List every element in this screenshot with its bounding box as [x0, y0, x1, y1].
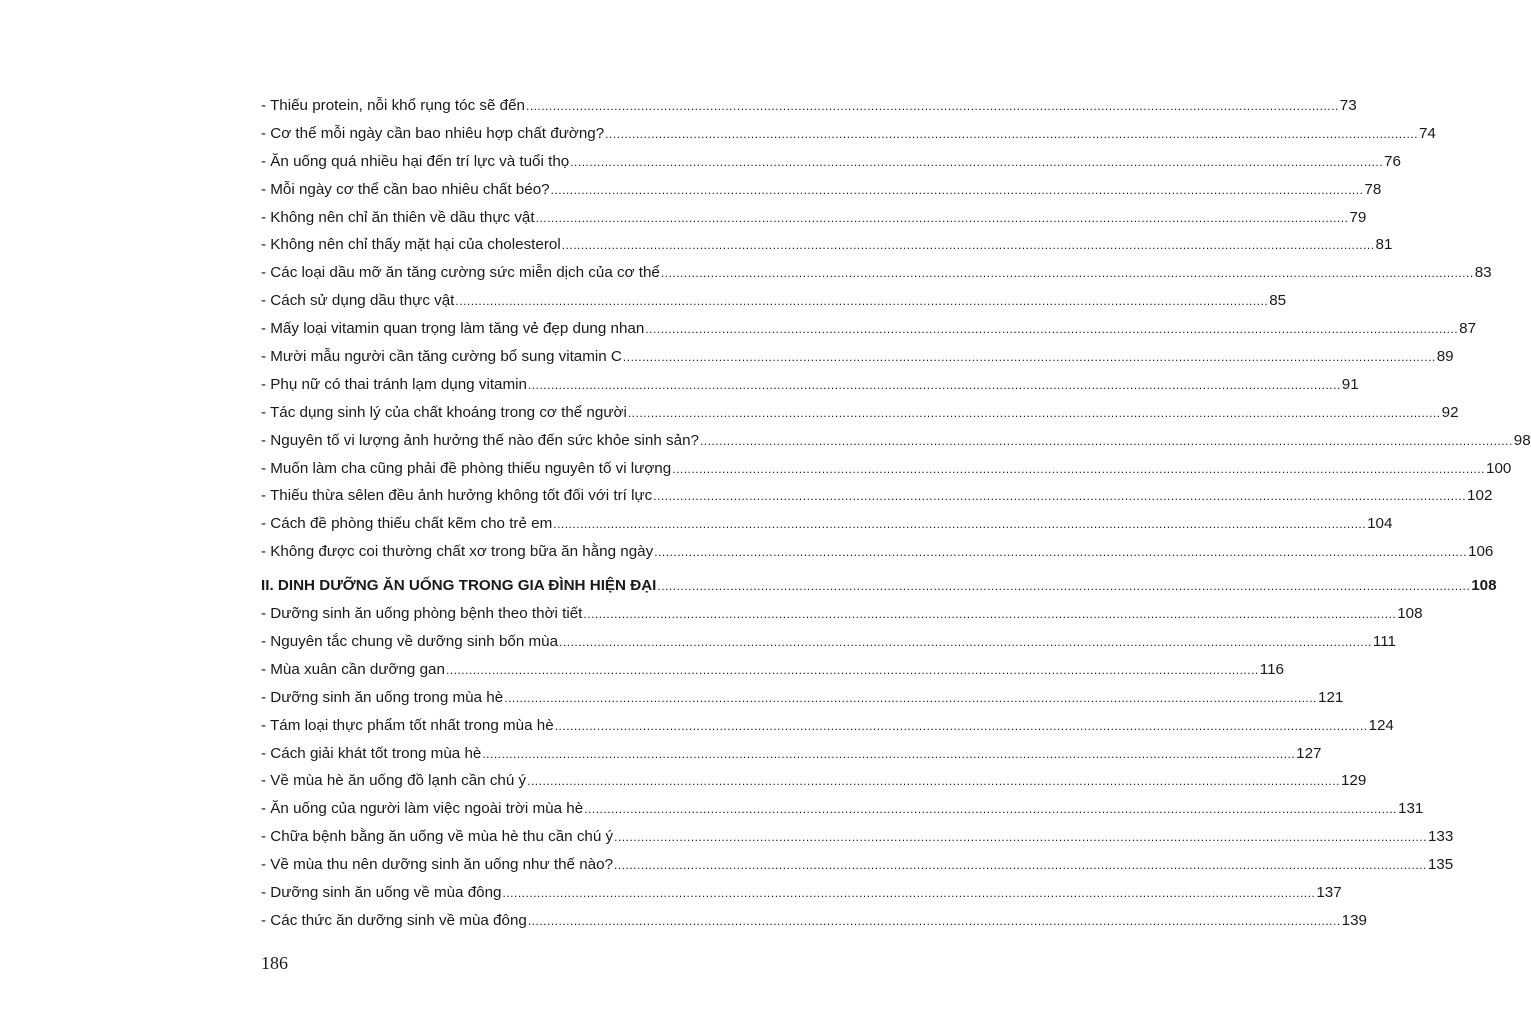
dot-leader — [555, 713, 1368, 741]
toc-entry-page-number: 133 — [1427, 828, 1454, 846]
toc-entry — [261, 427, 1531, 455]
toc-entry-page-number: 98 — [1513, 431, 1531, 449]
toc-entry-page-number: 124 — [1368, 716, 1394, 734]
toc-entry-page-number: 85 — [1269, 292, 1287, 310]
toc-entry — [261, 120, 1436, 148]
section-page-number: 108 — [1471, 577, 1497, 595]
dot-leader — [562, 232, 1375, 260]
dot-leader — [653, 483, 1466, 511]
toc-entry — [261, 371, 1359, 399]
toc-entry — [261, 176, 1382, 204]
dot-leader — [559, 629, 1372, 657]
toc-entry-page-number: 78 — [1364, 180, 1382, 198]
dot-leader — [526, 93, 1339, 121]
toc-entry-page-number: 127 — [1296, 744, 1322, 762]
toc-entry-page-number: 83 — [1474, 264, 1492, 282]
toc-entry-page-number: 73 — [1339, 97, 1357, 114]
toc-entry-title: - Dưỡng sinh ăn uống về mùa đông — [261, 884, 502, 902]
toc-entry — [261, 482, 1493, 510]
toc-entries-list — [261, 92, 1531, 566]
toc-entry-title: - Phụ nữ có thai tránh lạm dụng vitamin — [261, 375, 527, 393]
toc-entry — [261, 538, 1494, 566]
dot-leader — [482, 741, 1295, 769]
toc-entry-title: - Cách giải khát tốt trong mùa hè — [261, 744, 482, 762]
toc-entry-title: - Dưỡng sinh ăn uống phòng bệnh theo thời tiết — [261, 605, 583, 623]
toc-entry-page-number: 89 — [1436, 348, 1454, 366]
toc-entry-title: - Tác dụng sinh lý của chất khoáng trong cơ thể người — [261, 403, 627, 421]
dot-leader — [528, 908, 1341, 936]
toc-entry-title: - Mười mẫu người cần tăng cường bổ sung vitamin C — [261, 348, 622, 366]
toc-entry — [261, 510, 1393, 538]
dot-leader — [605, 121, 1418, 149]
toc-entry-title: - Nguyên tắc chung về dưỡng sinh bốn mùa — [261, 633, 559, 651]
toc-entry-title: - Không được coi thường chất xơ trong bữa ăn hằng ngày — [261, 543, 654, 561]
toc-entry-page-number: 81 — [1375, 236, 1393, 254]
toc-entry-title: - Cách sử dụng dầu thực vật — [261, 292, 455, 310]
toc-entry-title: - Chữa bệnh bằng ăn uống về mùa hè thu cần chú ý — [261, 828, 614, 846]
dot-leader — [528, 372, 1341, 400]
toc-entry — [261, 907, 1367, 935]
toc-entry-page-number: 100 — [1486, 459, 1512, 477]
dot-leader — [657, 573, 1470, 601]
toc-entry — [261, 656, 1284, 684]
dot-leader — [623, 344, 1436, 372]
dot-leader — [446, 657, 1259, 685]
toc-entry-title: - Tám loại thực phẩm tốt nhất trong mùa hè — [261, 716, 554, 734]
toc-entry — [261, 148, 1401, 176]
toc-entry-title: - Nguyên tố vi lượng ảnh hưởng thế nào đến sức khỏe sinh sản? — [261, 431, 699, 449]
toc-entry-title: - Không nên chỉ ăn thiên về dầu thực vật — [261, 208, 535, 226]
toc-entry — [261, 767, 1367, 795]
toc-entry-page-number: 74 — [1418, 124, 1436, 142]
toc-entry-page-number: 139 — [1341, 911, 1367, 929]
toc-entry — [261, 204, 1367, 232]
dot-leader — [504, 685, 1317, 713]
toc-section-entries-list — [261, 600, 1454, 935]
page-footer-number: 186 — [261, 953, 288, 973]
toc-entry-page-number: 79 — [1349, 208, 1367, 226]
toc-entry — [261, 823, 1454, 851]
toc-entry — [261, 684, 1344, 712]
toc-entry-page-number: 87 — [1459, 320, 1477, 338]
toc-entry-title: - Ăn uống của người làm việc ngoài trời mùa hè — [261, 800, 584, 818]
toc-entry — [261, 851, 1454, 879]
toc-entry — [261, 231, 1393, 259]
toc-entry — [261, 740, 1322, 768]
toc-entry — [261, 92, 1357, 120]
toc-entry-page-number: 135 — [1427, 856, 1454, 874]
toc-entry-title: - Cơ thể mỗi ngày cần bao nhiêu hợp chất đường? — [261, 124, 605, 142]
dot-leader — [672, 456, 1485, 484]
dot-leader — [628, 400, 1441, 428]
toc-entry-title: - Mùa xuân cần dưỡng gan — [261, 660, 445, 678]
toc-entry-page-number: 102 — [1467, 487, 1493, 505]
toc-entry-page-number: 131 — [1398, 800, 1424, 818]
dot-leader — [527, 768, 1340, 796]
toc-entry — [261, 287, 1287, 315]
dot-leader — [536, 205, 1349, 233]
toc-entry-title: - Thiếu thừa sêlen đều ảnh hưởng không tốt đối với trí lực — [261, 487, 653, 505]
dot-leader — [584, 796, 1397, 824]
toc-entry-page-number: 129 — [1340, 772, 1367, 790]
toc-section-heading — [261, 572, 1497, 600]
dot-leader — [645, 316, 1458, 344]
toc-entry-title: - Các thức ăn dưỡng sinh về mùa đông — [261, 911, 527, 929]
toc-entry-title: - Dưỡng sinh ăn uống trong mùa hè — [261, 688, 504, 706]
toc-entry-page-number: 121 — [1318, 688, 1344, 706]
toc-entry-title: - Mấy loại vitamin quan trọng làm tăng vẻ đẹp dung nhan — [261, 320, 645, 338]
toc-entry-title: - Mỗi ngày cơ thể cần bao nhiêu chất béo? — [261, 180, 550, 198]
dot-leader — [503, 880, 1316, 908]
toc-entry-title: - Về mùa hè ăn uống đồ lạnh cần chú ý — [261, 772, 527, 790]
toc-entry — [261, 712, 1394, 740]
dot-leader — [614, 852, 1427, 880]
dot-leader — [455, 288, 1268, 316]
toc-entry-page-number: 104 — [1367, 515, 1393, 533]
section-title: II. DINH DƯỠNG ĂN UỐNG TRONG GIA ĐÌNH HIỆN ĐẠI — [261, 577, 657, 595]
dot-leader — [654, 539, 1467, 567]
toc-entry-title: - Không nên chỉ thấy mặt hại của cholesterol — [261, 236, 561, 254]
dot-leader — [553, 511, 1366, 539]
toc-entry-page-number: 137 — [1316, 884, 1342, 902]
toc-entry — [261, 399, 1459, 427]
toc-entry-title: - Cách đề phòng thiếu chất kẽm cho trẻ em — [261, 515, 553, 533]
dot-leader — [583, 601, 1396, 629]
toc-entry-title: - Ăn uống quá nhiều hại đến trí lực và tuổi thọ — [261, 152, 570, 170]
dot-leader — [614, 824, 1427, 852]
dot-leader — [661, 260, 1474, 288]
toc-entry — [261, 315, 1477, 343]
toc-entry-title: - Các loại dầu mỡ ăn tăng cường sức miễn dịch của cơ thể — [261, 264, 660, 282]
toc-entry — [261, 628, 1396, 656]
toc-entry-page-number: 108 — [1397, 605, 1423, 623]
toc-entry-title: - Thiếu protein, nỗi khổ rụng tóc sẽ đến — [261, 97, 525, 114]
toc-entry — [261, 259, 1492, 287]
toc-entry-page-number: 111 — [1372, 633, 1396, 651]
toc-entry — [261, 795, 1424, 823]
toc-entry-page-number: 91 — [1341, 375, 1359, 393]
toc-entry — [261, 343, 1454, 371]
toc-entry-page-number: 92 — [1441, 403, 1459, 421]
toc-entry-title: - Về mùa thu nên dưỡng sinh ăn uống như thế nào? — [261, 856, 614, 874]
toc-entry — [261, 879, 1342, 907]
dot-leader — [551, 177, 1364, 205]
toc-entry-title: - Muốn làm cha cũng phải đề phòng thiếu nguyên tố vi lượng — [261, 459, 672, 477]
toc-entry — [261, 600, 1423, 628]
toc-entry-page-number: 116 — [1259, 660, 1284, 678]
toc-entry — [261, 455, 1512, 483]
dot-leader — [700, 428, 1513, 456]
toc-entry-page-number: 106 — [1468, 543, 1494, 561]
toc-entry-page-number: 76 — [1384, 152, 1401, 170]
table-of-contents — [261, 92, 1531, 935]
dot-leader — [570, 149, 1383, 177]
